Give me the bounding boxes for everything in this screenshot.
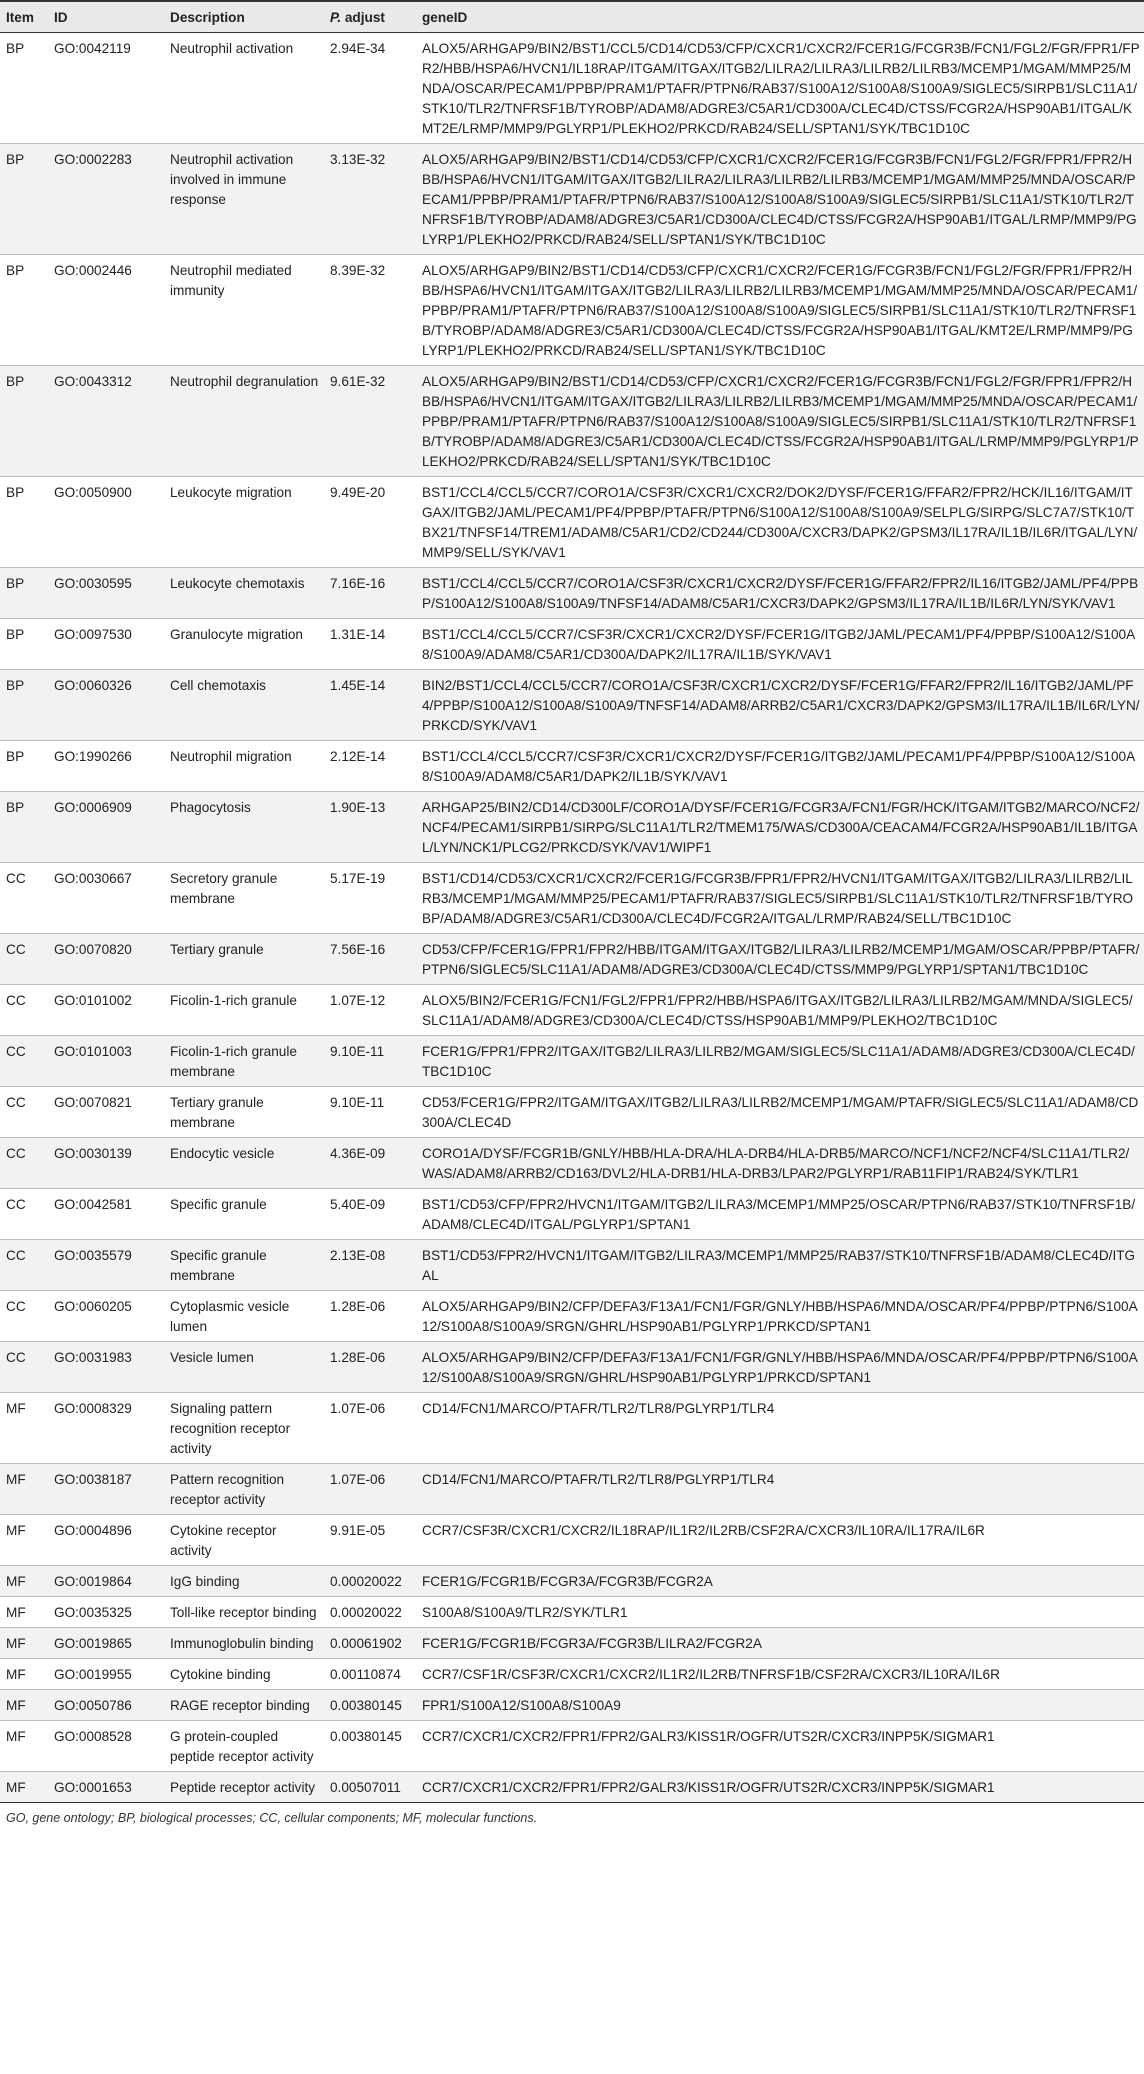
cell-id: GO:0060205	[48, 1291, 164, 1342]
table-row	[0, 1628, 1144, 1659]
cell-item: CC	[0, 1240, 48, 1291]
cell-id: GO:0043312	[48, 366, 164, 477]
cell-geneid: BST1/CD53/CFP/FPR2/HVCN1/ITGAM/ITGB2/LILRA3/MCEMP1/MMP25/OSCAR/PTPN6/RAB37/STK10/TNFRSF1B/ADAM8/CLEC4D/ITGAL/PGLYRP1/SPTAN1	[416, 1189, 1144, 1240]
table-row	[0, 1772, 1144, 1803]
cell-description: Cytokine binding	[164, 1659, 324, 1690]
cell-description: Specific granule membrane	[164, 1240, 324, 1291]
cell-id: GO:0097530	[48, 619, 164, 670]
cell-id: GO:0035579	[48, 1240, 164, 1291]
table-row	[0, 934, 1144, 985]
cell-item: MF	[0, 1772, 48, 1803]
cell-geneid: BST1/CCL4/CCL5/CCR7/CORO1A/CSF3R/CXCR1/CXCR2/DYSF/FCER1G/FFAR2/FPR2/IL16/ITGB2/JAML/PF4/PPBP/S100A12/S100A8/S100A9/TNFSF14/ADAM8/C5AR1/CXCR3/DAPK2/GPSM3/IL17RA/IL1B/IL6R/LYN/SYK/VAV1	[416, 568, 1144, 619]
cell-padjust: 0.00380145	[324, 1721, 416, 1772]
cell-id: GO:0019864	[48, 1566, 164, 1597]
table-row	[0, 1566, 1144, 1597]
cell-padjust: 0.00020022	[324, 1566, 416, 1597]
table-row	[0, 1721, 1144, 1772]
cell-geneid: BST1/CD14/CD53/CXCR1/CXCR2/FCER1G/FCGR3B/FPR1/FPR2/HVCN1/ITGAM/ITGAX/ITGB2/LILRA3/LILRB2/LILRB3/MCEMP1/MGAM/MMP25/PECAM1/PTAFR/RAB37/SIGLEC5/SIRPB1/SLC11A1/STK10/TLR2/TNFRSF1B/TYROBP/ADAM8/ADGRE3/C5AR1/CD300A/CLEC4D/FCGR2A/ITGAL/LRMP/RAB24/SELL/TBC1D10C	[416, 863, 1144, 934]
cell-id: GO:0001653	[48, 1772, 164, 1803]
cell-padjust: 4.36E-09	[324, 1138, 416, 1189]
table-row	[0, 670, 1144, 741]
cell-padjust: 9.49E-20	[324, 477, 416, 568]
header-geneid: geneID	[416, 1, 1144, 33]
cell-id: GO:0008329	[48, 1393, 164, 1464]
cell-padjust: 2.12E-14	[324, 741, 416, 792]
cell-geneid: ALOX5/ARHGAP9/BIN2/BST1/CCL5/CD14/CD53/CFP/CXCR1/CXCR2/FCER1G/FCGR3B/FCN1/FGL2/FGR/FPR1/FPR2/HBB/HSPA6/HVCN1/IL18RAP/ITGAM/ITGAX/ITGB2/LILRA2/LILRA3/LILRB2/LILRB3/MCEMP1/MGAM/MMP25/MNDA/OSCAR/PECAM1/PPBP/PRAM1/PTAFR/PTPN6/RAB37/S100A12/S100A8/S100A9/SIGLEC5/SIRPB1/SLC11A1/STK10/TLR2/TNFRSF1B/TYROBP/ADAM8/ADGRE3/C5AR1/CD300A/CLEC4D/CTSS/FCGR2A/HSP90AB1/ITGAL/KMT2E/LRMP/MMP9/PGLYRP1/PLEKHO2/PRKCD/RAB24/SELL/SPTAN1/SYK/TBC1D10C	[416, 33, 1144, 144]
cell-geneid: FCER1G/FCGR1B/FCGR3A/FCGR3B/FCGR2A	[416, 1566, 1144, 1597]
table-row	[0, 985, 1144, 1036]
cell-description: Peptide receptor activity	[164, 1772, 324, 1803]
cell-item: CC	[0, 1342, 48, 1393]
cell-padjust: 1.07E-06	[324, 1464, 416, 1515]
cell-item: MF	[0, 1690, 48, 1721]
cell-id: GO:0060326	[48, 670, 164, 741]
cell-geneid: BST1/CD53/FPR2/HVCN1/ITGAM/ITGB2/LILRA3/MCEMP1/MMP25/RAB37/STK10/TNFRSF1B/ADAM8/CLEC4D/ITGAL	[416, 1240, 1144, 1291]
cell-id: GO:0101003	[48, 1036, 164, 1087]
cell-geneid: ALOX5/BIN2/FCER1G/FCN1/FGL2/FPR1/FPR2/HBB/HSPA6/ITGAX/ITGB2/LILRA3/LILRB2/MGAM/MNDA/SIGLEC5/SLC11A1/ADAM8/ADGRE3/CD300A/CLEC4D/CTSS/HSP90AB1/MMP9/PLEKHO2/TBC1D10C	[416, 985, 1144, 1036]
table-row	[0, 1036, 1144, 1087]
cell-description: Leukocyte chemotaxis	[164, 568, 324, 619]
cell-padjust: 0.00061902	[324, 1628, 416, 1659]
cell-padjust: 2.94E-34	[324, 33, 416, 144]
cell-description: Signaling pattern recognition receptor activity	[164, 1393, 324, 1464]
cell-item: MF	[0, 1659, 48, 1690]
cell-item: MF	[0, 1628, 48, 1659]
cell-description: Neutrophil activation	[164, 33, 324, 144]
table-row	[0, 1087, 1144, 1138]
header-description: Description	[164, 1, 324, 33]
cell-padjust: 7.16E-16	[324, 568, 416, 619]
table-row	[0, 1464, 1144, 1515]
cell-id: GO:0070820	[48, 934, 164, 985]
cell-id: GO:0042119	[48, 33, 164, 144]
table-row	[0, 1189, 1144, 1240]
cell-geneid: CD53/FCER1G/FPR2/ITGAM/ITGAX/ITGB2/LILRA3/LILRB2/MCEMP1/MGAM/PTAFR/SIGLEC5/SLC11A1/ADAM8/CD300A/CLEC4D	[416, 1087, 1144, 1138]
cell-item: MF	[0, 1721, 48, 1772]
cell-item: BP	[0, 741, 48, 792]
table-row	[0, 1138, 1144, 1189]
table-row	[0, 366, 1144, 477]
cell-description: Ficolin-1-rich granule membrane	[164, 1036, 324, 1087]
cell-item: MF	[0, 1515, 48, 1566]
cell-geneid: CCR7/CSF1R/CSF3R/CXCR1/CXCR2/IL1R2/IL2RB/TNFRSF1B/CSF2RA/CXCR3/IL10RA/IL6R	[416, 1659, 1144, 1690]
cell-geneid: ARHGAP25/BIN2/CD14/CD300LF/CORO1A/DYSF/FCER1G/FCGR3A/FCN1/FGR/HCK/ITGAM/ITGB2/MARCO/NCF2/NCF4/PECAM1/SIRPB1/SIRPG/SLC11A1/TLR2/TMEM175/WAS/CD300A/CEACAM4/FCGR2A/HSP90AB1/IL1B/ITGAL/LYN/NCK1/PLCG2/PRKCD/SYK/VAV1/WIPF1	[416, 792, 1144, 863]
cell-item: CC	[0, 934, 48, 985]
cell-geneid: CCR7/CSF3R/CXCR1/CXCR2/IL18RAP/IL1R2/IL2RB/CSF2RA/CXCR3/IL10RA/IL17RA/IL6R	[416, 1515, 1144, 1566]
cell-geneid: CD14/FCN1/MARCO/PTAFR/TLR2/TLR8/PGLYRP1/TLR4	[416, 1464, 1144, 1515]
cell-geneid: FCER1G/FPR1/FPR2/ITGAX/ITGB2/LILRA3/LILRB2/MGAM/SIGLEC5/SLC11A1/ADAM8/ADGRE3/CD300A/CLEC4D/TBC1D10C	[416, 1036, 1144, 1087]
cell-id: GO:0002283	[48, 144, 164, 255]
cell-geneid: CCR7/CXCR1/CXCR2/FPR1/FPR2/GALR3/KISS1R/OGFR/UTS2R/CXCR3/INPP5K/SIGMAR1	[416, 1721, 1144, 1772]
cell-geneid: ALOX5/ARHGAP9/BIN2/CFP/DEFA3/F13A1/FCN1/FGR/GNLY/HBB/HSPA6/MNDA/OSCAR/PF4/PPBP/PTPN6/S100A12/S100A8/S100A9/SRGN/GHRL/HSP90AB1/PGLYRP1/PRKCD/SPTAN1	[416, 1291, 1144, 1342]
cell-description: Cell chemotaxis	[164, 670, 324, 741]
cell-description: Toll-like receptor binding	[164, 1597, 324, 1628]
cell-padjust: 0.00110874	[324, 1659, 416, 1690]
cell-padjust: 1.45E-14	[324, 670, 416, 741]
cell-id: GO:0019865	[48, 1628, 164, 1659]
cell-padjust: 9.10E-11	[324, 1087, 416, 1138]
table-footnote: GO, gene ontology; BP, biological processes; CC, cellular components; MF, molecular functions.	[6, 1811, 538, 1825]
cell-padjust: 0.00507011	[324, 1772, 416, 1803]
cell-description: Neutrophil activation involved in immune response	[164, 144, 324, 255]
cell-id: GO:0042581	[48, 1189, 164, 1240]
cell-geneid: BST1/CCL4/CCL5/CCR7/CSF3R/CXCR1/CXCR2/DYSF/FCER1G/ITGB2/JAML/PECAM1/PF4/PPBP/S100A12/S100A8/S100A9/ADAM8/C5AR1/CD300A/DAPK2/IL17RA/IL1B/SYK/VAV1	[416, 619, 1144, 670]
cell-item: BP	[0, 477, 48, 568]
cell-geneid: ALOX5/ARHGAP9/BIN2/BST1/CD14/CD53/CFP/CXCR1/CXCR2/FCER1G/FCGR3B/FCN1/FGL2/FGR/FPR1/FPR2/HBB/HSPA6/HVCN1/ITGAM/ITGAX/ITGB2/LILRA2/LILRA3/LILRB2/LILRB3/MCEMP1/MGAM/MMP25/MNDA/OSCAR/PECAM1/PPBP/PRAM1/PTAFR/PTPN6/RAB37/S100A12/S100A8/S100A9/SIGLEC5/SIRPB1/SLC11A1/STK10/TLR2/TNFRSF1B/TYROBP/ADAM8/ADGRE3/C5AR1/CD300A/CLEC4D/CTSS/FCGR2A/HSP90AB1/ITGAL/LRMP/MMP9/PGLYRP1/PLEKHO2/PRKCD/RAB24/SELL/SPTAN1/SYK/TBC1D10C	[416, 144, 1144, 255]
cell-id: GO:0101002	[48, 985, 164, 1036]
cell-geneid: CD53/CFP/FCER1G/FPR1/FPR2/HBB/ITGAM/ITGAX/ITGB2/LILRA3/LILRB2/MCEMP1/MGAM/OSCAR/PPBP/PTAFR/PTPN6/SIGLEC5/SLC11A1/ADAM8/ADGRE3/CD300A/CLEC4D/CTSS/MMP9/PGLYRP1/SPTAN1/TBC1D10C	[416, 934, 1144, 985]
cell-id: GO:0002446	[48, 255, 164, 366]
cell-item: BP	[0, 619, 48, 670]
cell-geneid: BIN2/BST1/CCL4/CCL5/CCR7/CORO1A/CSF3R/CXCR1/CXCR2/DYSF/FCER1G/FFAR2/FPR2/IL16/ITGB2/JAML/PF4/PPBP/S100A12/S100A8/S100A9/TNFSF14/ADAM8/ARRB2/C5AR1/CXCR3/DAPK2/GPSM3/IL17RA/IL1B/IL6R/LYN/PRKCD/SYK/VAV1	[416, 670, 1144, 741]
cell-item: CC	[0, 1036, 48, 1087]
cell-item: BP	[0, 792, 48, 863]
cell-geneid: FCER1G/FCGR1B/FCGR3A/FCGR3B/LILRA2/FCGR2A	[416, 1628, 1144, 1659]
table-row	[0, 568, 1144, 619]
cell-padjust: 2.13E-08	[324, 1240, 416, 1291]
table-row	[0, 1690, 1144, 1721]
cell-padjust: 5.17E-19	[324, 863, 416, 934]
cell-description: G protein-coupled peptide receptor activity	[164, 1721, 324, 1772]
cell-geneid: FPR1/S100A12/S100A8/S100A9	[416, 1690, 1144, 1721]
cell-item: CC	[0, 1138, 48, 1189]
header-id: ID	[48, 1, 164, 33]
cell-geneid: BST1/CCL4/CCL5/CCR7/CSF3R/CXCR1/CXCR2/DYSF/FCER1G/ITGB2/JAML/PECAM1/PF4/PPBP/S100A12/S100A8/S100A9/ADAM8/C5AR1/DAPK2/IL1B/SYK/VAV1	[416, 741, 1144, 792]
cell-item: CC	[0, 1087, 48, 1138]
cell-id: GO:0050786	[48, 1690, 164, 1721]
cell-description: Secretory granule membrane	[164, 863, 324, 934]
cell-id: GO:0038187	[48, 1464, 164, 1515]
cell-item: CC	[0, 985, 48, 1036]
cell-id: GO:0050900	[48, 477, 164, 568]
table-row	[0, 1240, 1144, 1291]
cell-padjust: 3.13E-32	[324, 144, 416, 255]
table-body	[0, 33, 1144, 1803]
cell-item: BP	[0, 255, 48, 366]
table-row	[0, 144, 1144, 255]
table-row	[0, 741, 1144, 792]
cell-description: Leukocyte migration	[164, 477, 324, 568]
cell-padjust: 7.56E-16	[324, 934, 416, 985]
cell-padjust: 0.00020022	[324, 1597, 416, 1628]
table-row	[0, 1291, 1144, 1342]
table-row	[0, 255, 1144, 366]
cell-description: Vesicle lumen	[164, 1342, 324, 1393]
cell-description: Granulocyte migration	[164, 619, 324, 670]
cell-description: Tertiary granule membrane	[164, 1087, 324, 1138]
cell-padjust: 1.07E-12	[324, 985, 416, 1036]
cell-description: Endocytic vesicle	[164, 1138, 324, 1189]
cell-description: Neutrophil migration	[164, 741, 324, 792]
cell-id: GO:0019955	[48, 1659, 164, 1690]
table-row	[0, 477, 1144, 568]
table-row	[0, 792, 1144, 863]
table-header	[0, 1, 1144, 33]
cell-geneid: CORO1A/DYSF/FCGR1B/GNLY/HBB/HLA-DRA/HLA-DRB4/HLA-DRB5/MARCO/NCF1/NCF2/NCF4/SLC11A1/TLR2/WAS/ADAM8/ARRB2/CD163/DVL2/HLA-DRB1/HLA-DRB3/LPAR2/PGLYRP1/RAB11FIP1/RAB24/SYK/TLR1	[416, 1138, 1144, 1189]
cell-description: Neutrophil degranulation	[164, 366, 324, 477]
cell-id: GO:0008528	[48, 1721, 164, 1772]
cell-geneid: ALOX5/ARHGAP9/BIN2/CFP/DEFA3/F13A1/FCN1/FGR/GNLY/HBB/HSPA6/MNDA/OSCAR/PF4/PPBP/PTPN6/S100A12/S100A8/S100A9/SRGN/GHRL/HSP90AB1/PGLYRP1/PRKCD/SPTAN1	[416, 1342, 1144, 1393]
header-padjust	[324, 1, 416, 33]
cell-description: Tertiary granule	[164, 934, 324, 985]
table-row	[0, 1515, 1144, 1566]
cell-description: IgG binding	[164, 1566, 324, 1597]
cell-item: CC	[0, 1189, 48, 1240]
table-row	[0, 1393, 1144, 1464]
cell-padjust: 1.31E-14	[324, 619, 416, 670]
cell-item: BP	[0, 144, 48, 255]
cell-padjust: 9.10E-11	[324, 1036, 416, 1087]
cell-description: Neutrophil mediated immunity	[164, 255, 324, 366]
cell-padjust: 5.40E-09	[324, 1189, 416, 1240]
cell-item: CC	[0, 863, 48, 934]
table-row	[0, 1659, 1144, 1690]
cell-item: BP	[0, 366, 48, 477]
cell-geneid: S100A8/S100A9/TLR2/SYK/TLR1	[416, 1597, 1144, 1628]
cell-item: CC	[0, 1291, 48, 1342]
cell-padjust: 1.28E-06	[324, 1291, 416, 1342]
cell-item: BP	[0, 670, 48, 741]
cell-padjust: 1.28E-06	[324, 1342, 416, 1393]
cell-padjust: 1.90E-13	[324, 792, 416, 863]
cell-geneid: ALOX5/ARHGAP9/BIN2/BST1/CD14/CD53/CFP/CXCR1/CXCR2/FCER1G/FCGR3B/FCN1/FGL2/FGR/FPR1/FPR2/HBB/HSPA6/HVCN1/ITGAM/ITGAX/ITGB2/LILRA3/LILRB2/LILRB3/MCEMP1/MGAM/MMP25/MNDA/OSCAR/PECAM1/PPBP/PRAM1/PTAFR/PTPN6/RAB37/S100A12/S100A8/S100A9/SIGLEC5/SIRPB1/SLC11A1/STK10/TLR2/TNFRSF1B/TYROBP/ADAM8/ADGRE3/C5AR1/CD300A/CLEC4D/CTSS/FCGR2A/HSP90AB1/ITGAL/LRMP/MMP9/PGLYRP1/PLEKHO2/PRKCD/RAB24/SELL/SPTAN1/SYK/TBC1D10C	[416, 366, 1144, 477]
cell-description: RAGE receptor binding	[164, 1690, 324, 1721]
header-padjust-plain: adjust	[341, 10, 385, 25]
cell-description: Ficolin-1-rich granule	[164, 985, 324, 1036]
cell-padjust: 8.39E-32	[324, 255, 416, 366]
table-row	[0, 33, 1144, 144]
table-row	[0, 1342, 1144, 1393]
cell-geneid: BST1/CCL4/CCL5/CCR7/CORO1A/CSF3R/CXCR1/CXCR2/DOK2/DYSF/FCER1G/FFAR2/FPR2/HCK/IL16/ITGAM/ITGAX/ITGB2/JAML/PECAM1/PF4/PPBP/PTAFR/PTPN6/S100A12/S100A8/S100A9/SELPLG/SIRPG/SLC7A7/STK10/TBX21/TNFSF14/TREM1/ADAM8/C5AR1/CD2/CD244/CD300A/CXCR3/DAPK2/GPSM3/IL17RA/IL1B/IL6R/ITGAL/LYN/MMP9/SELL/SYK/VAV1	[416, 477, 1144, 568]
header-row	[0, 1, 1144, 33]
cell-item: BP	[0, 568, 48, 619]
cell-item: MF	[0, 1393, 48, 1464]
cell-description: Pattern recognition receptor activity	[164, 1464, 324, 1515]
cell-id: GO:0030667	[48, 863, 164, 934]
cell-geneid: CD14/FCN1/MARCO/PTAFR/TLR2/TLR8/PGLYRP1/TLR4	[416, 1393, 1144, 1464]
table-row	[0, 863, 1144, 934]
table-row	[0, 619, 1144, 670]
cell-id: GO:0030595	[48, 568, 164, 619]
cell-description: Immunoglobulin binding	[164, 1628, 324, 1659]
table-row	[0, 1597, 1144, 1628]
cell-description: Cytoplasmic vesicle lumen	[164, 1291, 324, 1342]
cell-id: GO:0004896	[48, 1515, 164, 1566]
cell-description: Cytokine receptor activity	[164, 1515, 324, 1566]
cell-item: MF	[0, 1566, 48, 1597]
cell-padjust: 9.61E-32	[324, 366, 416, 477]
cell-item: MF	[0, 1597, 48, 1628]
cell-item: MF	[0, 1464, 48, 1515]
cell-item: BP	[0, 33, 48, 144]
cell-description: Phagocytosis	[164, 792, 324, 863]
cell-geneid: ALOX5/ARHGAP9/BIN2/BST1/CD14/CD53/CFP/CXCR1/CXCR2/FCER1G/FCGR3B/FCN1/FGL2/FGR/FPR1/FPR2/HBB/HSPA6/HVCN1/ITGAM/ITGAX/ITGB2/LILRA3/LILRB2/LILRB3/MCEMP1/MGAM/MMP25/MNDA/OSCAR/PECAM1/PPBP/PRAM1/PTAFR/PTPN6/RAB37/S100A12/S100A8/S100A9/SIGLEC5/SIRPB1/SLC11A1/STK10/TLR2/TNFRSF1B/TYROBP/ADAM8/ADGRE3/C5AR1/CD300A/CLEC4D/CTSS/FCGR2A/HSP90AB1/ITGAL/KMT2E/LRMP/MMP9/PGLYRP1/PLEKHO2/PRKCD/RAB24/SELL/SPTAN1/SYK/TBC1D10C	[416, 255, 1144, 366]
cell-padjust: 1.07E-06	[324, 1393, 416, 1464]
cell-padjust: 0.00380145	[324, 1690, 416, 1721]
cell-id: GO:0031983	[48, 1342, 164, 1393]
cell-id: GO:1990266	[48, 741, 164, 792]
header-item: Item	[0, 1, 48, 33]
cell-id: GO:0030139	[48, 1138, 164, 1189]
cell-id: GO:0006909	[48, 792, 164, 863]
cell-padjust: 9.91E-05	[324, 1515, 416, 1566]
cell-id: GO:0070821	[48, 1087, 164, 1138]
cell-description: Specific granule	[164, 1189, 324, 1240]
cell-id: GO:0035325	[48, 1597, 164, 1628]
cell-geneid: CCR7/CXCR1/CXCR2/FPR1/FPR2/GALR3/KISS1R/OGFR/UTS2R/CXCR3/INPP5K/SIGMAR1	[416, 1772, 1144, 1803]
header-padjust-italic: P.	[330, 10, 342, 25]
